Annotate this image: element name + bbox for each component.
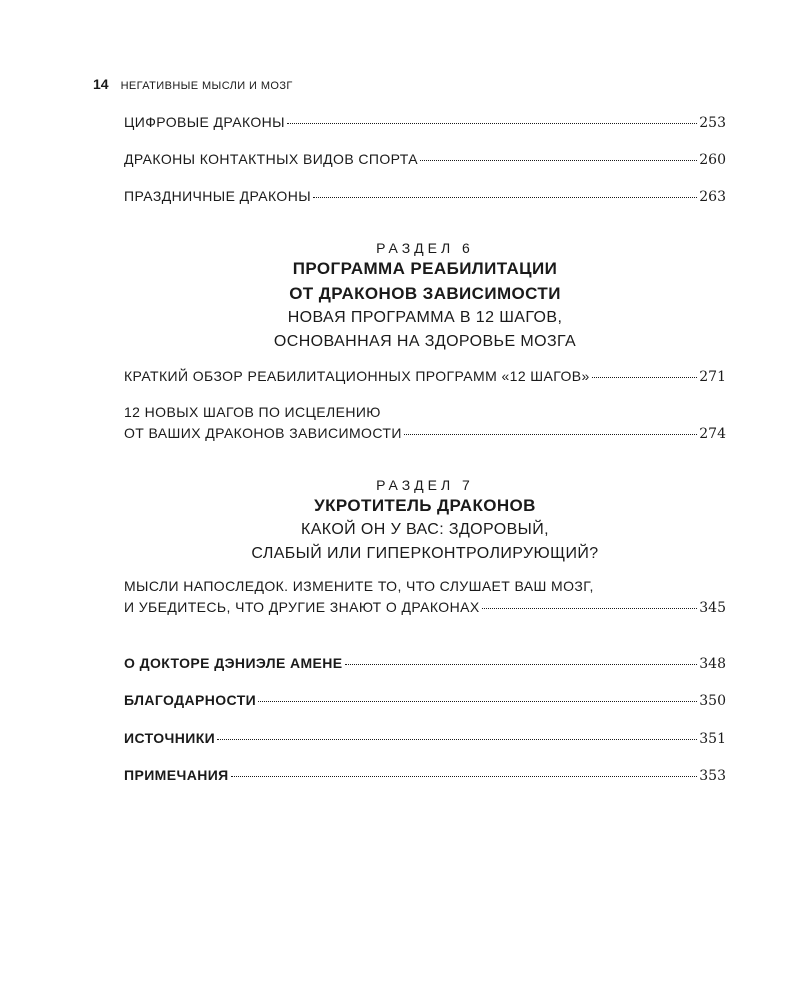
running-title: НЕГАТИВНЫЕ МЫСЛИ И МОЗГ xyxy=(120,80,293,92)
toc-entry-title: ПРИМЕЧАНИЯ xyxy=(124,767,229,783)
section-title: ОТ ДРАКОНОВ ЗАВИСИМОСТИ xyxy=(289,284,561,303)
section-6-heading xyxy=(0,240,800,354)
toc-entry-page: 350 xyxy=(699,693,726,709)
dot-leader xyxy=(258,701,697,702)
toc-entry-title: ЦИФРОВЫЕ ДРАКОНЫ xyxy=(124,114,285,130)
toc-entry-page: 353 xyxy=(699,768,726,784)
toc-entry-title: О ДОКТОРЕ ДЭНИЭЛЕ АМЕНЕ xyxy=(124,655,343,671)
dot-leader xyxy=(420,160,697,161)
toc-entry[interactable] xyxy=(124,368,726,385)
toc-entry-title: КРАТКИЙ ОБЗОР РЕАБИЛИТАЦИОННЫХ ПРОГРАММ «12 ШАГОВ» xyxy=(124,368,590,384)
section-subtitle: СЛАБЫЙ ИЛИ ГИПЕРКОНТРОЛИРУЮЩИЙ? xyxy=(251,545,599,562)
dot-leader xyxy=(231,776,698,777)
toc-entry-page: 345 xyxy=(699,600,726,616)
toc-entry[interactable] xyxy=(124,188,726,205)
page-header xyxy=(93,76,293,92)
toc-entry-title: БЛАГОДАРНОСТИ xyxy=(124,692,257,708)
toc-entry-title: ПРАЗДНИЧНЫЕ ДРАКОНЫ xyxy=(124,188,312,204)
toc-entry[interactable] xyxy=(124,692,726,709)
section-title: УКРОТИТЕЛЬ ДРАКОНОВ xyxy=(314,496,536,515)
toc-entry-title: ИСТОЧНИКИ xyxy=(124,730,216,746)
toc-entry-page: 260 xyxy=(699,152,726,168)
dot-leader xyxy=(313,197,697,198)
toc-entry-page: 348 xyxy=(699,656,726,672)
toc-entry-page: 263 xyxy=(699,189,726,205)
dot-leader xyxy=(482,608,698,609)
section-label: РАЗДЕЛ 7 xyxy=(376,477,474,493)
toc-entry-page: 253 xyxy=(699,115,726,131)
toc-entry[interactable] xyxy=(124,655,726,672)
toc-entry[interactable] xyxy=(124,114,726,131)
toc-entry-title: И УБЕДИТЕСЬ, ЧТО ДРУГИЕ ЗНАЮТ О ДРАКОНАХ xyxy=(124,599,480,615)
toc-entry-page: 351 xyxy=(699,731,726,747)
section-subtitle: ОСНОВАННАЯ НА ЗДОРОВЬЕ МОЗГА xyxy=(273,333,577,350)
page-number: 14 xyxy=(93,76,109,92)
section-subtitle: КАКОЙ ОН У ВАС: ЗДОРОВЫЙ, xyxy=(301,521,549,538)
toc-entry[interactable] xyxy=(124,730,726,747)
section-label: РАЗДЕЛ 6 xyxy=(376,240,474,256)
toc-entry-title: ДРАКОНЫ КОНТАКТНЫХ ВИДОВ СПОРТА xyxy=(124,151,418,167)
dot-leader xyxy=(404,434,697,435)
toc-entry-page: 274 xyxy=(699,426,726,442)
section-7-heading xyxy=(0,477,800,566)
dot-leader xyxy=(592,377,698,378)
section-title: ПРОГРАММА РЕАБИЛИТАЦИИ xyxy=(292,259,558,278)
dot-leader xyxy=(345,664,698,665)
toc-entry-title-line: 12 НОВЫХ ШАГОВ ПО ИСЦЕЛЕНИЮ xyxy=(124,404,381,420)
toc-entry[interactable] xyxy=(124,599,726,616)
dot-leader xyxy=(217,739,697,740)
toc-entry[interactable] xyxy=(124,425,726,442)
toc-entry-title: ОТ ВАШИХ ДРАКОНОВ ЗАВИСИМОСТИ xyxy=(124,425,402,441)
section-subtitle: НОВАЯ ПРОГРАММА В 12 ШАГОВ, xyxy=(287,309,563,326)
toc-entry[interactable] xyxy=(124,767,726,784)
dot-leader xyxy=(287,123,697,124)
toc-entry[interactable] xyxy=(124,151,726,168)
toc-entry-page: 271 xyxy=(699,369,726,385)
toc-entry-title-line: МЫСЛИ НАПОСЛЕДОК. ИЗМЕНИТЕ ТО, ЧТО СЛУШАЕТ ВАШ МОЗГ, xyxy=(124,578,594,594)
